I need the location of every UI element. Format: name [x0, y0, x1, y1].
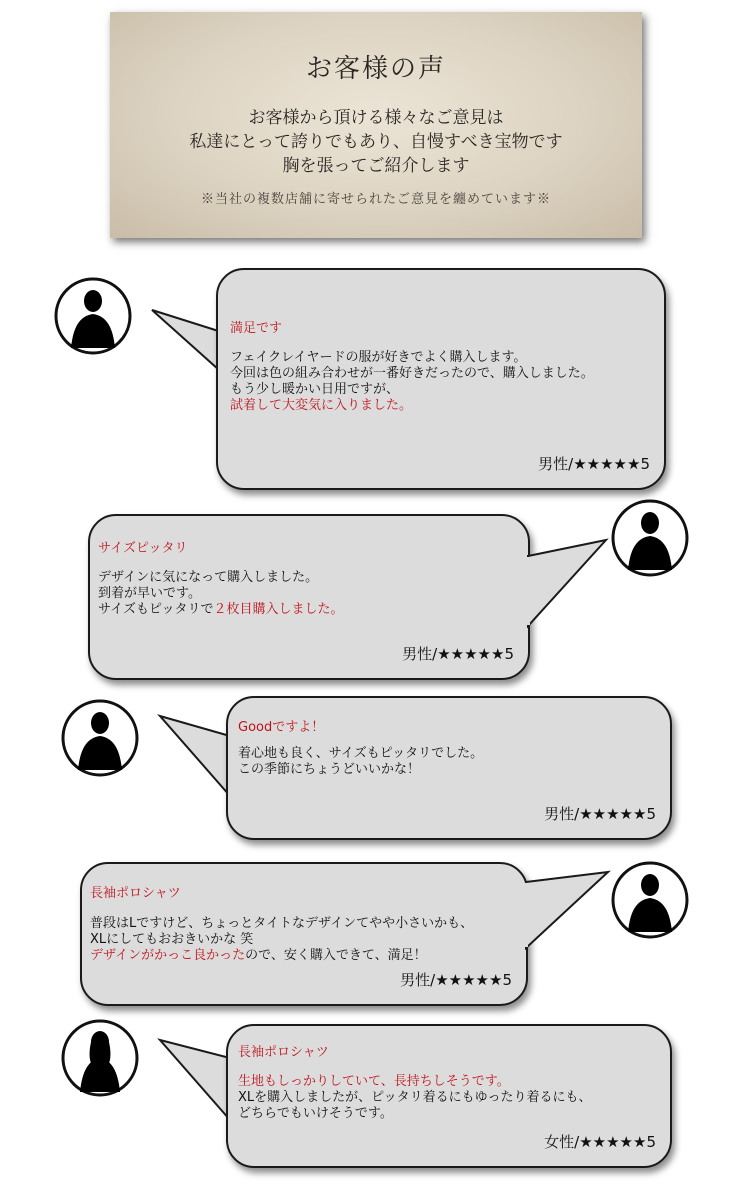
banner-line: 私達にとって誇りでもあり、自慢すべき宝物です — [189, 132, 563, 152]
speech-tail — [524, 868, 610, 954]
review-line: XLを購入しましたが、ピッタリ着るにもゆったり着るにも、 — [238, 1090, 592, 1105]
review-line: ので、安く購入できて、満足！ — [245, 948, 427, 963]
review-highlight: ２枚目購入しました。 — [213, 602, 344, 617]
review-bubble-1 — [216, 268, 666, 490]
review-rating: 男性/★★★★★5 — [544, 805, 656, 823]
header-banner — [110, 12, 642, 238]
male-silhouette-icon — [610, 860, 690, 940]
review-body — [90, 916, 473, 964]
banner-message — [110, 106, 642, 178]
review-line: 今回は色の組み合わせが一番好きだったので、購入しました。 — [230, 366, 594, 381]
review-line: もう少し暖かい日用ですが、 — [230, 382, 400, 397]
review-bubble-4 — [80, 862, 528, 1006]
banner-line: 胸を張ってご紹介します — [282, 156, 470, 176]
review-rating: 女性/★★★★★5 — [544, 1133, 656, 1151]
review-line: この季節にちょうどいいかな！ — [238, 762, 421, 777]
review-rating: 男性/★★★★★5 — [400, 971, 512, 989]
review-highlight: デザインがかっこ良かった — [90, 948, 246, 963]
review-bubble-3 — [226, 696, 672, 840]
male-silhouette-icon — [60, 698, 140, 778]
male-silhouette-icon — [53, 276, 133, 356]
review-highlight: 試着して大変気に入りました。 — [230, 398, 413, 413]
review-line: XLにしてもおおきいかな 笑 — [90, 932, 254, 947]
review-heading: 満足です — [230, 321, 283, 336]
review-body — [238, 746, 483, 778]
review-line: どちらでもいけそうです。 — [238, 1106, 393, 1121]
male-silhouette-icon — [610, 498, 690, 578]
female-silhouette-icon — [60, 1018, 140, 1098]
banner-note: ※当社の複数店舗に寄せられたご意見を纏めています※ — [200, 192, 551, 207]
review-line: フェイクレイヤードの服が好きでよく購入します。 — [230, 350, 527, 365]
review-rating: 男性/★★★★★5 — [538, 455, 650, 473]
review-bubble-2 — [88, 514, 530, 680]
page-title: お客様の声 — [305, 54, 446, 84]
review-highlight: 生地もしっかりしていて、長持ちしそうです。 — [238, 1074, 510, 1089]
speech-tail — [158, 1036, 232, 1126]
speech-tail — [526, 536, 610, 636]
banner-line: お客様から頂ける様々なご意見は — [248, 108, 504, 128]
review-body — [98, 570, 343, 618]
review-heading: 長袖ポロシャツ — [90, 886, 181, 901]
review-heading: サイズピッタリ — [98, 541, 188, 556]
review-line: サイズもピッタリで — [98, 602, 214, 617]
review-line: 着心地も良く、サイズもピッタリでした。 — [238, 746, 484, 761]
speech-tail — [158, 712, 232, 802]
review-body — [238, 1074, 592, 1122]
review-heading: 長袖ポロシャツ — [238, 1045, 329, 1060]
review-body — [230, 350, 594, 414]
review-heading: Goodですよ！ — [238, 720, 325, 735]
review-bubble-5 — [226, 1024, 672, 1168]
review-line: 到着が早いです。 — [98, 586, 201, 601]
review-line: 普段はLですけど、ちょっとタイトなデザインてやや小さいかも、 — [90, 916, 474, 931]
review-rating: 男性/★★★★★5 — [402, 645, 514, 663]
review-line: デザインに気になって購入しました。 — [98, 570, 319, 585]
